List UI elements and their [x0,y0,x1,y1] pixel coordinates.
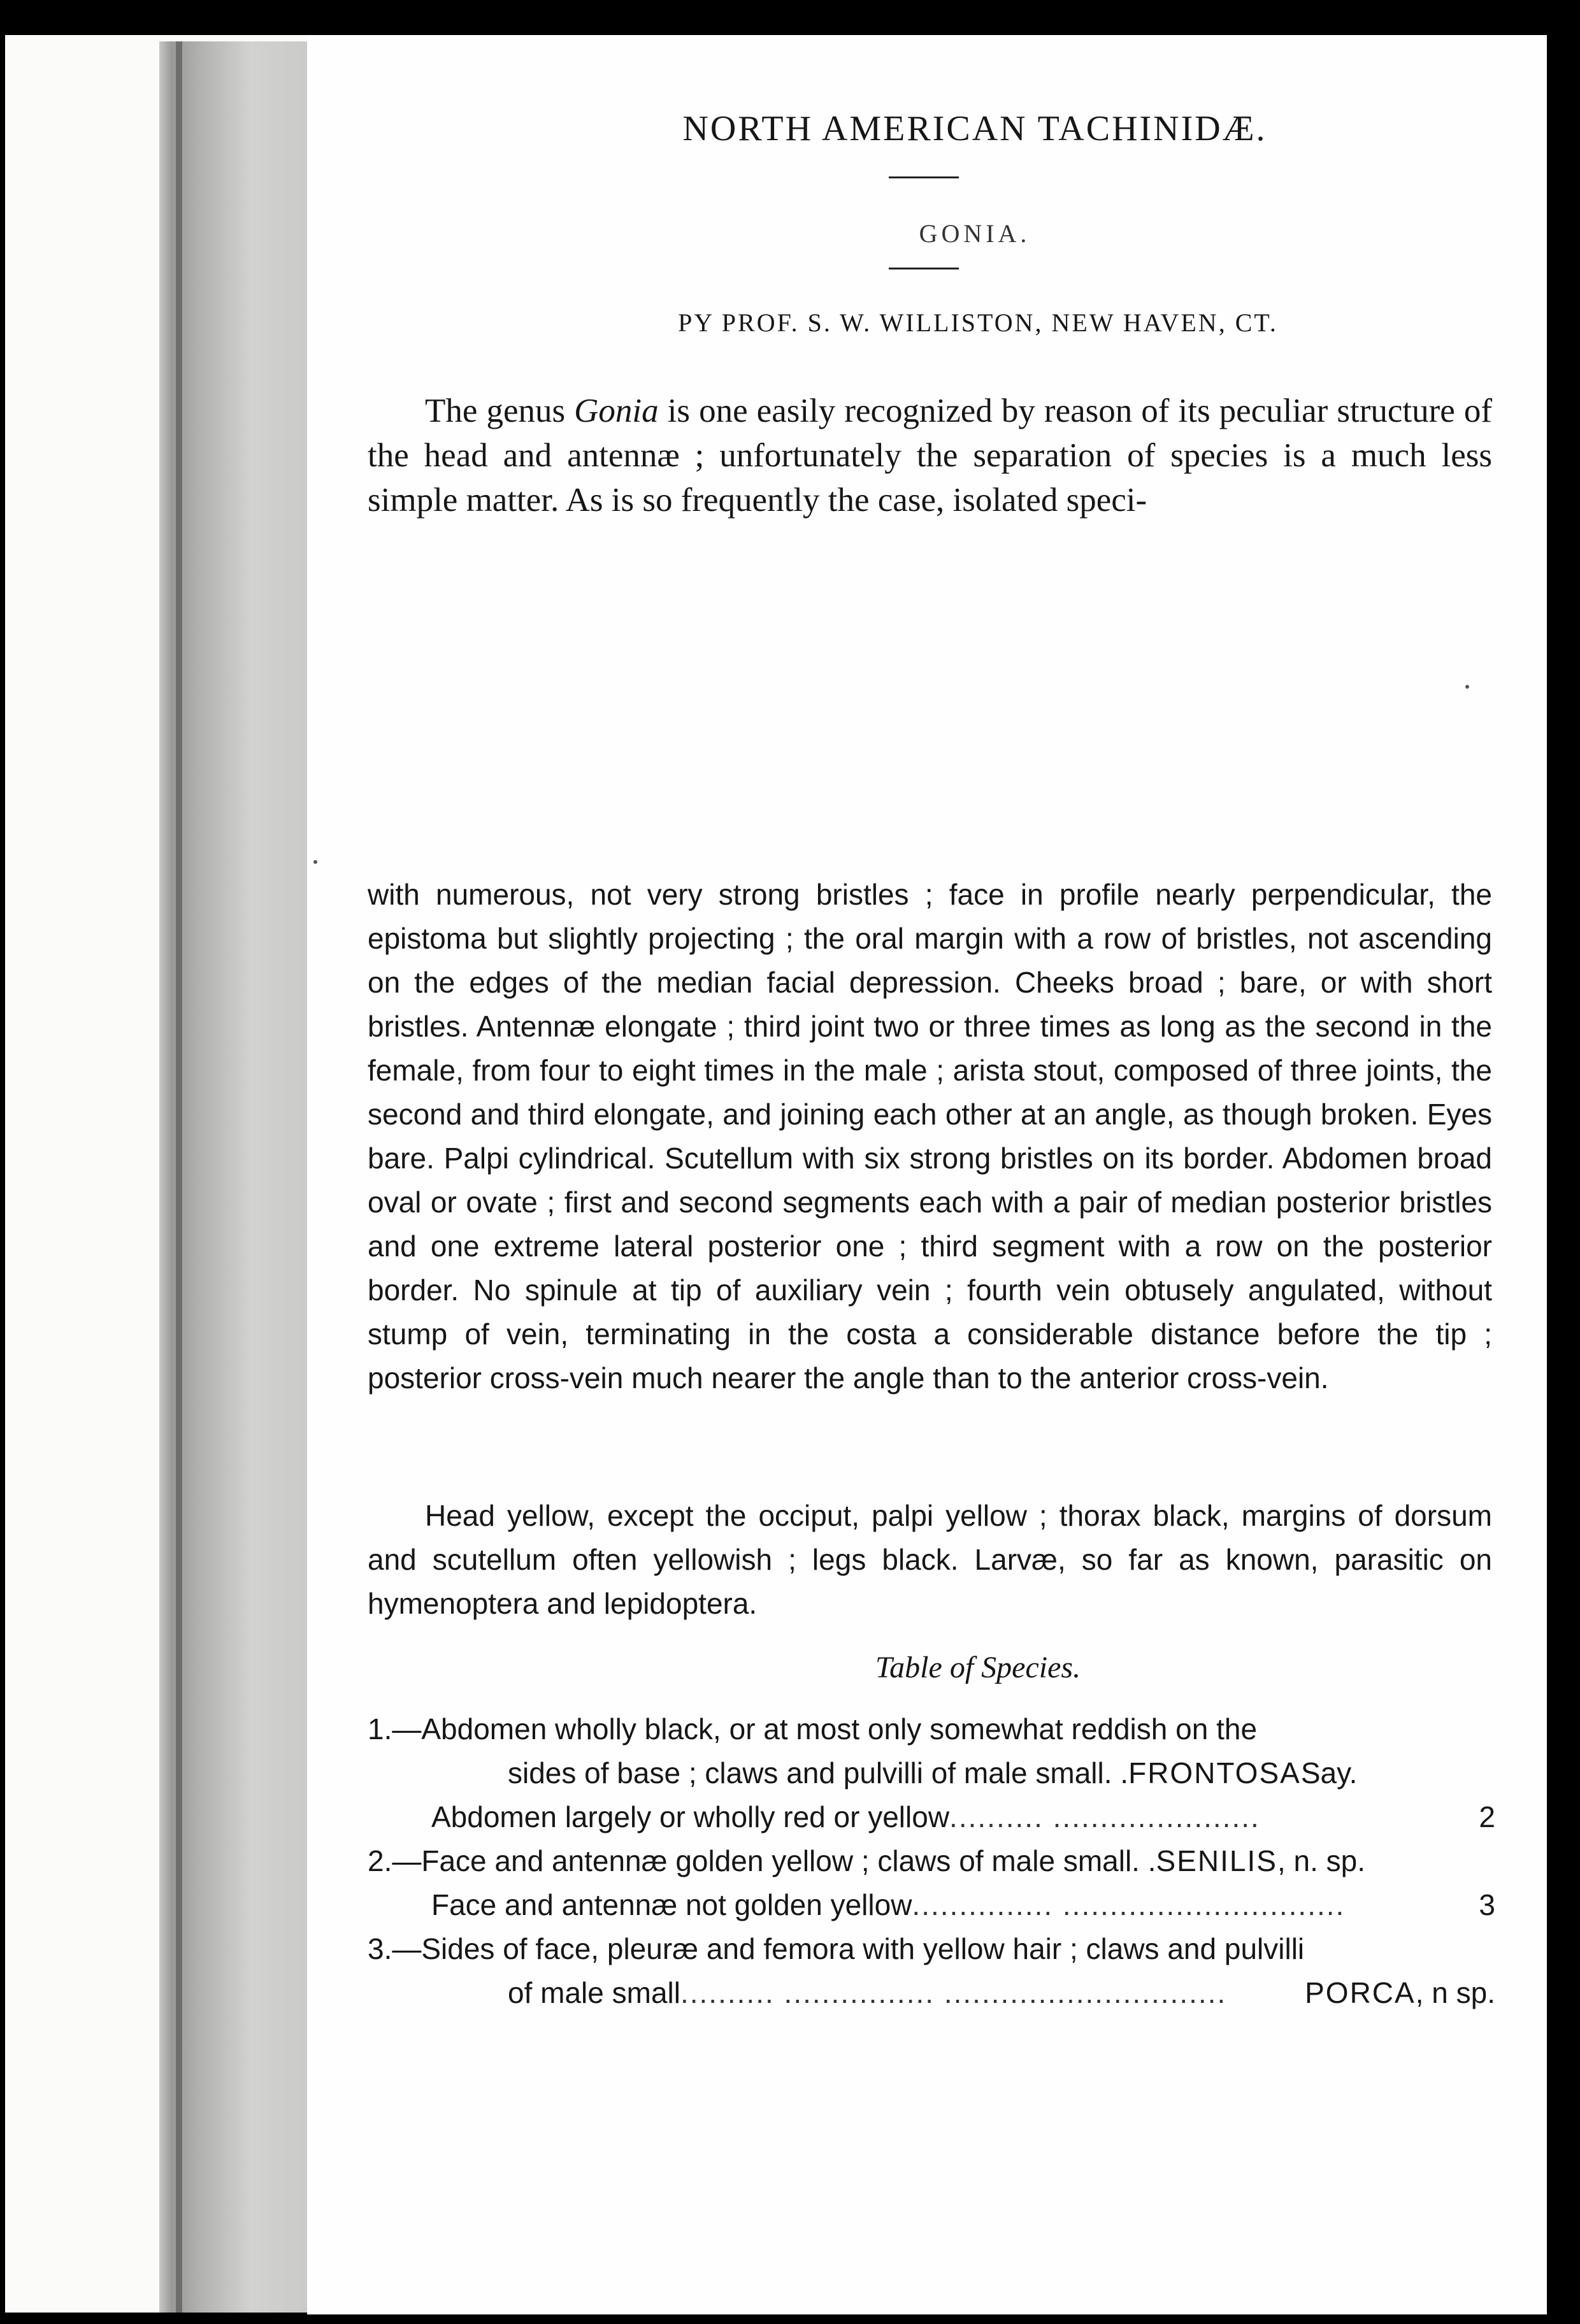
intro-text-start: The genus [425,392,575,429]
dot-leader: .......... ...................... [949,1800,1260,1833]
species-name: SENILIS [1156,1844,1277,1877]
key-row [368,1839,1495,1883]
species-key [368,1707,1495,2015]
genus-description-paragraph: with numerous, not very strong bristles ; face in profile nearly perpendicular, the epistoma but slightly projecting ; the oral margin with a row of bristles, not ascending on the edges of the median facial depression. Cheeks broad ; bare, or with short bristles. Antennæ elongate ; third joint two or three times as long as the second in the female, from four to eight times in the male ; arista stout, composed of three joints, the second and third elongate, and joining each other at an angle, as though broken. Eyes bare. Palpi cylindrical. Scutellum with six strong bristles on its border. Abdomen broad oval or ovate ; first and second segments each with a pair of median posterior bristles and one extreme lateral posterior one ; third segment with a row on the posterior border. No spinule at tip of auxiliary vein ; fourth vein obtusely angulated, without stump of vein, terminating in the costa a considerable distance before the tip ; posterior cross-vein much nearer the angle than to the anterior cross-vein. [368,878,1492,1395]
key-text: of male small [508,1976,680,2009]
intro-paragraph [368,389,1492,522]
page-edge-strip [159,41,312,2313]
intro-text-rest: is one easily recognized by reason of its peculiar structure of the head and antennæ ; unfortunately the separation of species is a much less simple matter. As is so frequently the case, isolated speci- [368,392,1492,519]
species-name: FRONTOSA [1128,1756,1301,1790]
key-row [368,1883,1495,1927]
key-row [368,1795,1495,1839]
article-title: NORTH AMERICAN TACHINIDÆ. [682,109,1267,148]
key-row [368,1971,1495,2015]
dot-leader: ............... .............................. [912,1888,1346,1921]
title-rule [889,176,959,178]
key-reference: 2 [1479,1800,1495,1833]
species-author: Say. [1300,1756,1358,1790]
key-text: 3.—Sides of face, pleuræ and femora with yellow hair ; claws and pulvilli [368,1932,1305,1965]
species-author: , n sp. [1415,1976,1495,2009]
author-byline: PY PROF. S. W. WILLISTON, NEW HAVEN, CT. [678,308,1278,337]
species-author: , n. sp. [1277,1844,1366,1877]
key-text: sides of base ; claws and pulvilli of male small. . [508,1756,1129,1790]
coloration-paragraph: Head yellow, except the occiput, palpi yellow ; thorax black, margins of dorsum and scutellum often yellowish ; legs black. Larvæ, so far as known, parasitic on hymenoptera and lepidoptera. [368,1499,1492,1620]
dot-leader: .......... ................ .............................. [680,1976,1227,2009]
key-text: 1.—Abdomen wholly black, or at most only somewhat reddish on the [368,1712,1258,1746]
page-edge-shadow [176,41,182,2313]
key-row [368,1707,1495,1751]
key-reference: 3 [1479,1888,1495,1921]
species-name: PORCA [1305,1976,1416,2009]
key-row [368,1927,1495,1971]
table-heading: Table of Species. [875,1651,1081,1684]
key-text: 2.—Face and antennæ golden yellow ; claws of male small. . [368,1844,1156,1877]
key-text: Face and antennæ not golden yellow [431,1888,912,1921]
document-page [307,35,1547,2314]
scan-speck [313,860,317,864]
key-text: Abdomen largely or wholly red or yellow [431,1800,950,1833]
genus-heading: GONIA. [919,219,1031,248]
genus-rule [889,268,959,269]
key-row [368,1751,1495,1795]
genus-name: Gonia [574,392,659,429]
scan-speck [1465,685,1469,689]
